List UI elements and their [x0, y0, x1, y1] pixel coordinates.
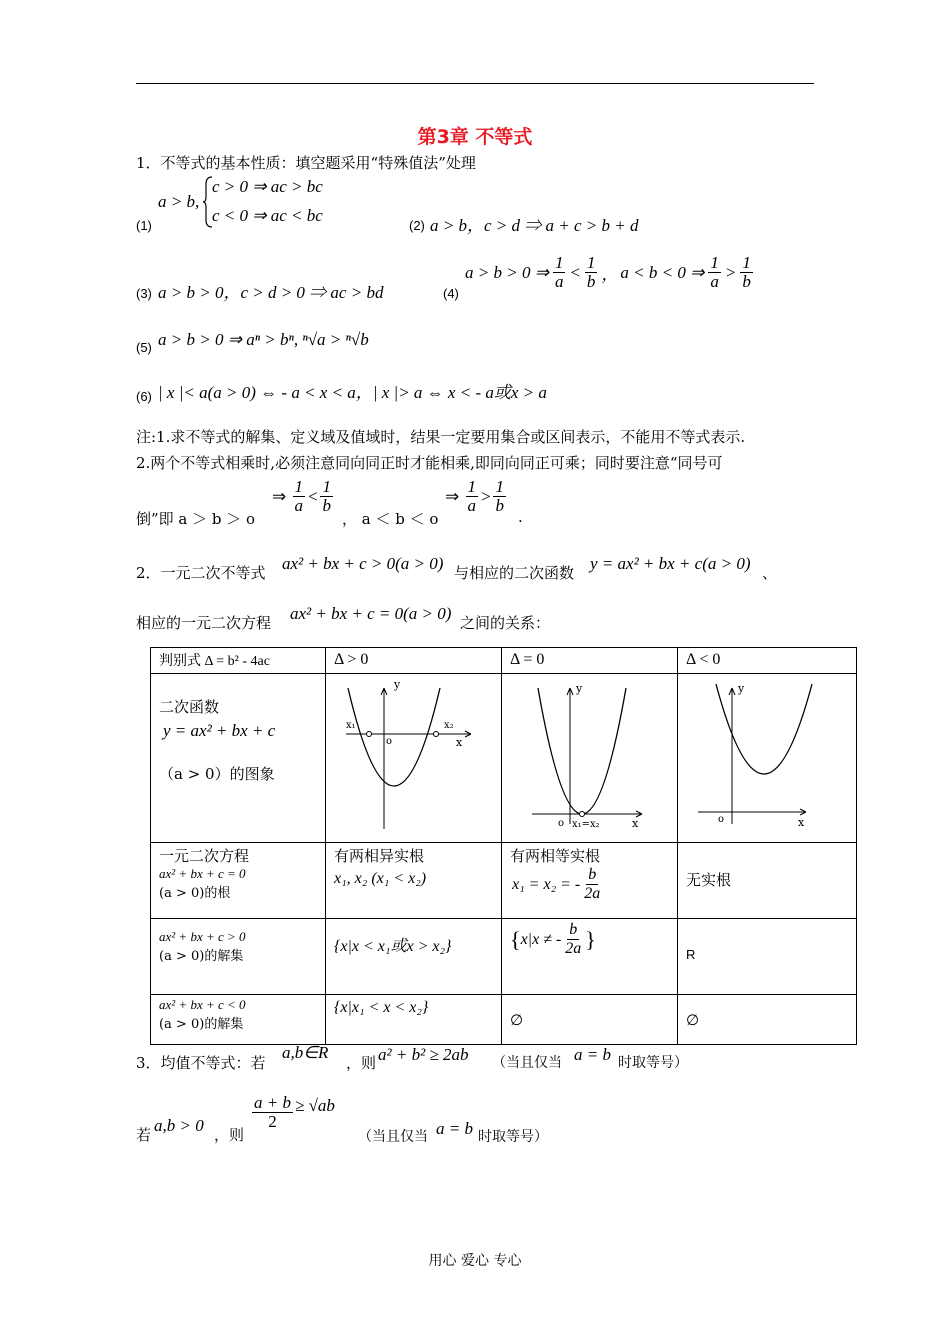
table-row-solution-lt	[151, 995, 857, 1045]
note-1: 注:1.求不等式的解集、定义域及值域时，结果一定要用集合或区间表示，不能用不等式表示.	[136, 428, 746, 446]
sol-lt-set-1: {x|x₁ < x < x₂}	[334, 999, 429, 1016]
section3-line2-mid: ，则	[214, 1126, 245, 1144]
section3-paren-pre-2: （当且仅当	[358, 1129, 428, 1145]
graph3-origin-label: o	[718, 814, 725, 825]
graph-delta-gt-cell	[326, 674, 502, 843]
prop-6-num: (6)	[136, 389, 152, 404]
prop-4-expr	[465, 254, 755, 291]
note-3-end: .	[518, 508, 523, 526]
table-row-graph	[151, 674, 857, 843]
prop-1-num: (1)	[136, 218, 152, 233]
roots-two-distinct-expr: x₁, x₂ (x₁ < x₂)	[334, 870, 427, 887]
graph2-y-label: y	[576, 682, 583, 695]
prop-4-frac2: $\frac{1}{b}$	[586, 253, 596, 291]
graph1-y-label: y	[394, 678, 401, 691]
sol-lt-label-cell	[151, 995, 326, 1045]
prop-1-case2: c < 0 ⇒ ac < bc	[212, 206, 323, 225]
table-header-row	[151, 648, 857, 674]
note-3-pre: 倒”即 a ＞ b ＞ o	[136, 510, 256, 528]
prop-3-expr: a > b > 0，c > d > 0 ⇒ ac > bd	[158, 283, 384, 302]
graph3-y-label: y	[738, 682, 745, 695]
parabola-curve	[538, 688, 626, 814]
section2-line1-end: 、	[762, 564, 778, 582]
section3-paren-pre-1: （当且仅当	[492, 1055, 562, 1071]
prop-6-expr: | x |< a(a > 0) ⇔ - a < x < a，| x |> a ⇔ x < - a或x > a	[158, 383, 547, 402]
sol-lt-empty-set-3: ∅	[686, 1011, 700, 1029]
sol-gt-label-2: (a > 0)的解集	[159, 949, 244, 964]
prop-4-gt: >	[724, 262, 737, 282]
note-3-mid: ， a ＜ b ＜ o	[342, 510, 439, 528]
section2-line2-end: 之间的关系：	[460, 614, 551, 632]
parabola-one-root	[502, 674, 677, 838]
section2-func: y = ax² + bx + c(a > 0)	[590, 554, 751, 573]
sol-lt-delta-gt-cell	[326, 995, 502, 1045]
section1-heading: 1．不等式的基本性质：填空题采用“特殊值法”处理	[136, 154, 476, 172]
prop-4-part-a: a > b > 0 ⇒	[465, 262, 549, 282]
table-row-solution-gt	[151, 919, 857, 995]
note-2: 2.两个不等式相乘时,必须注意同向同正时才能相乘,即同向同正可乘；同时要注意“同号可	[136, 454, 723, 472]
header-discriminant: 判别式 Δ = b² - 4ac	[151, 648, 326, 674]
graph2-x-label: x	[632, 817, 639, 830]
section3-line2-pre: 若	[136, 1126, 152, 1144]
section3-line1-pre: 3．均值不等式：若	[136, 1054, 266, 1072]
graph-delta-lt-cell	[678, 674, 857, 843]
graph3-x-label: x	[798, 816, 805, 829]
graph1-x-label: x	[456, 736, 463, 749]
parabola-two-roots	[326, 674, 501, 838]
prop-4-part-b: a < b < 0 ⇒	[620, 262, 705, 282]
parabola-curve	[348, 688, 440, 786]
header-delta-lt: Δ < 0	[678, 648, 857, 674]
sol-lt-label-1: ax² + bx + c < 0	[159, 997, 246, 1012]
prop-4-frac3: $\frac{1}{a}$	[710, 253, 719, 291]
graph-label-cell	[151, 674, 326, 843]
section3-paren-end-1: 时取等号）	[618, 1055, 688, 1071]
section2-eq: ax² + bx + c = 0(a > 0)	[290, 604, 452, 623]
parabola-no-root	[678, 674, 856, 838]
parabola-curve	[716, 684, 812, 774]
sol-lt-delta-lt-cell	[678, 995, 857, 1045]
section2-ineq: ax² + bx + c > 0(a > 0)	[282, 554, 444, 573]
sol-gt-delta-eq-cell	[502, 919, 678, 995]
prop-2-expr: a > b，c > d ⇒ a + c > b + d	[430, 216, 639, 235]
sol-lt-delta-eq-cell	[502, 995, 678, 1045]
prop-5-num: (5)	[136, 340, 152, 355]
graph2-origin-label: o	[558, 818, 565, 829]
graph1-x2-label: x₂	[444, 720, 454, 731]
sol-gt-label-cell	[151, 919, 326, 995]
section3-cond1: a,b∈R	[282, 1043, 329, 1062]
prop-5-expr: a > b > 0 ⇒ aⁿ > bⁿ, ⁿ√a > ⁿ√b	[158, 330, 369, 349]
prop-2-num: (2)	[409, 218, 425, 233]
section2-line2-pre: 相应的一元二次方程	[136, 614, 272, 632]
graph1-x1-label: x₁	[346, 720, 356, 731]
graph-label-2: y = ax² + bx + c	[163, 721, 276, 740]
sol-gt-set-3: R	[686, 947, 696, 962]
section2-line1-pre: 2．一元二次不等式	[136, 564, 266, 582]
sol-lt-label-2: (a > 0)的解集	[159, 1017, 244, 1032]
prop-4-lt: <	[569, 262, 581, 282]
note-3-expr1: ⇒ $\frac{1}{a}$ < $\frac{1}{b}$	[272, 477, 331, 515]
sol-gt-label-1: ax² + bx + c > 0	[159, 929, 246, 944]
graph1-origin-label: o	[386, 736, 393, 747]
header-rule	[136, 83, 814, 84]
roots-label-2: ax² + bx + c = 0	[159, 866, 246, 881]
graph-label-1: 二次函数	[159, 698, 220, 716]
section2-line1-mid: 与相应的二次函数	[454, 564, 575, 582]
prop-3-num: (3)	[136, 286, 152, 301]
header-delta-gt: Δ > 0	[326, 648, 502, 674]
prop-1-case1: c > 0 ⇒ ac > bc	[212, 177, 323, 196]
page-footer: 用心 爱心 专心	[428, 1253, 522, 1269]
roots-two-distinct-title: 有两相异实根	[334, 847, 425, 865]
roots-two-equal-expr: x₁ = x₂ = - $\frac{b}{2a}$	[512, 866, 601, 902]
prop-4-comma: ，	[601, 265, 619, 284]
note-3-expr2: ⇒ $\frac{1}{a}$ > $\frac{1}{b}$	[445, 477, 504, 515]
sol-gt-set-2: { x|x ≠ - $\frac{b}{2a}$ }	[510, 921, 596, 957]
roots-label-3: (a > 0)的根	[159, 886, 231, 901]
roots-none: 无实根	[686, 871, 732, 889]
graph-delta-eq-cell	[502, 674, 678, 843]
sol-gt-delta-gt-cell	[326, 919, 502, 995]
section3-paren-end-2: 时取等号）	[478, 1129, 548, 1145]
graph-label-3: （a > 0）的图象	[159, 765, 275, 783]
section3-mean-ineq: $\frac{a + b}{2}$ ≥ √ab	[254, 1093, 335, 1131]
prop-4-frac1: $\frac{1}{a}$	[554, 253, 564, 291]
roots-delta-lt-cell	[678, 843, 857, 919]
roots-delta-gt-cell	[326, 843, 502, 919]
header-delta-eq: Δ = 0	[502, 648, 678, 674]
relation-table	[150, 647, 857, 1045]
table-row-roots	[151, 843, 857, 919]
section3-ineq1: a² + b² ≥ 2ab	[378, 1045, 469, 1064]
section3-eqcond-1: a = b	[574, 1045, 611, 1064]
sol-gt-set-1: {x|x < x₁或x > x₂}	[334, 938, 452, 955]
sol-lt-empty-set-2: ∅	[510, 1011, 524, 1029]
section3-eqcond-2: a = b	[436, 1119, 473, 1138]
roots-label-cell	[151, 843, 326, 919]
roots-two-equal-title: 有两相等实根	[510, 847, 601, 865]
graph2-root-label: x₁=x₂	[572, 819, 600, 830]
section3-cond2: a,b > 0	[154, 1116, 204, 1135]
roots-label-1: 一元二次方程	[159, 847, 250, 865]
page-title: 第3章 不等式	[417, 126, 533, 148]
roots-delta-eq-cell	[502, 843, 678, 919]
section3-line1-mid: ，则	[346, 1054, 377, 1072]
prop-4-num: (4)	[443, 286, 459, 301]
prop-1-lhs: a > b,	[158, 192, 200, 211]
prop-4-frac4: $\frac{1}{b}$	[742, 253, 751, 291]
sol-gt-delta-lt-cell	[678, 919, 857, 995]
